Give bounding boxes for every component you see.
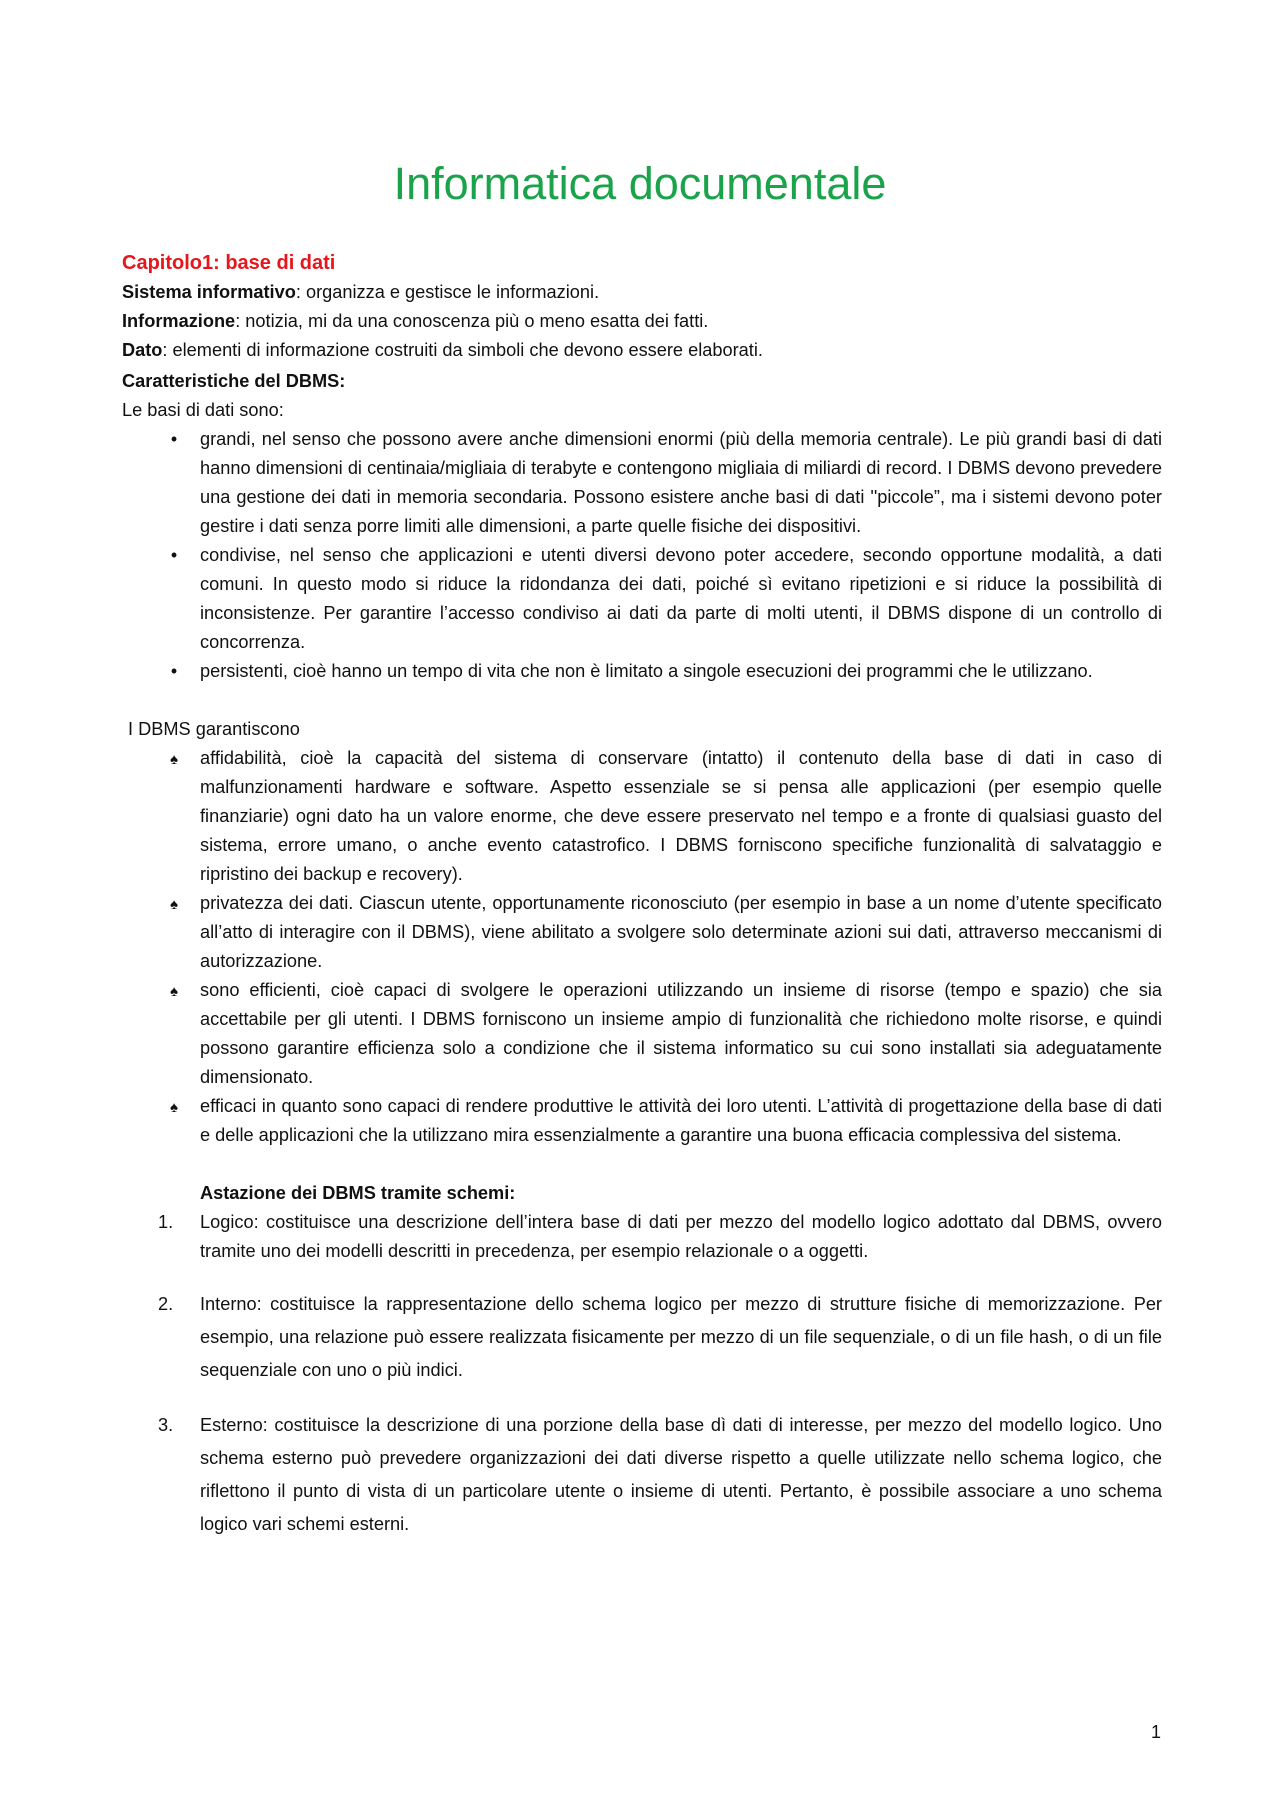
spade-bullet-icon: ♠	[170, 983, 178, 1000]
definition-line	[122, 307, 1162, 336]
list-item	[122, 976, 1162, 1092]
spade-bullet-icon: ♠	[170, 1099, 178, 1116]
list-item	[122, 657, 1162, 686]
definition-text: : organizza e gestisce le informazioni.	[295, 282, 600, 302]
list-item-text: Interno: costituisce la rappresentazione dello schema logico per mezzo di strutture fisiche di memorizzazione. Per esempio, una relazione può essere realizzata fisicamente per mezzo di un file sequenziale, o di un file hash, o di un file sequenziale con uno o più indici.	[200, 1294, 1162, 1380]
definition-text: : elementi di informazione costruiti da simboli che devono essere elaborati.	[162, 340, 763, 360]
list-item-text: Logico: costituisce una descrizione dell’intera base di dati per mezzo del modello logico adottato dal DBMS, ovvero tramite uno dei modelli descritti in precedenza, per esempio relazionale o a oggetti.	[200, 1212, 1162, 1261]
document-body	[122, 248, 1162, 1541]
spacer	[122, 1150, 1162, 1179]
list-item-text: Esterno: costituisce la descrizione di una porzione della base dì dati di interesse, per mezzo del modello logico. Uno schema esterno può prevedere organizzazioni dei dati diverse rispetto a quelle utilizzate nello schema logico, che riflettono il punto di vista di un particolare utente o insieme di utenti. Pertanto, è possibile associare a uno schema logico vari schemi esterni.	[200, 1415, 1162, 1534]
list-item-text: efficaci in quanto sono capaci di rendere produttive le attività dei loro utenti. L’attività di progettazione della base di dati e delle applicazioni che la utilizzano mira essenzialmente a garantire una buona efficacia complessiva del sistema.	[200, 1096, 1162, 1145]
definition-text: : notizia, mi da una conoscenza più o meno esatta dei fatti.	[235, 311, 709, 331]
bullet-icon: •	[170, 545, 178, 565]
spade-bullet-icon: ♠	[170, 896, 178, 913]
list-number: 2.	[158, 1294, 174, 1314]
list-item	[122, 889, 1162, 976]
list-item-text: sono efficienti, cioè capaci di svolgere le operazioni utilizzando un insieme di risorse (tempo e spazio) che sia accettabile per gli utenti. I DBMS forniscono un insieme ampio di funzionalità che richiedono molte risorse, e quindi possono garantire efficienza solo a condizione che il sistema informatico su cui sono installati sia adeguatamente dimensionato.	[200, 980, 1162, 1087]
bullet-icon: •	[170, 661, 178, 681]
definition-term: Informazione	[122, 311, 236, 331]
schemi-heading: Astazione dei DBMS tramite schemi:	[200, 1183, 516, 1203]
list-item	[122, 744, 1162, 889]
list-item	[122, 1288, 1162, 1387]
spade-list	[122, 744, 1162, 1150]
list-item-text: affidabilità, cioè la capacità del sistema di conservare (intatto) il contenuto della base di dati in caso di malfunzionamenti hardware e software. Aspetto essenziale se si pensa alle applicazioni (per esempio quelle finanziarie) ogni dato ha un valore enorme, che deve essere preservato nel tempo e a fronte di qualsiasi guasto del sistema, errore umano, o anche evento catastrofico. I DBMS forniscono specifiche funzionalità di salvataggio e ripristino dei backup e recovery).	[200, 748, 1162, 884]
section-heading: Caratteristiche del DBMS:	[122, 371, 346, 391]
list-item-text: grandi, nel senso che possono avere anche dimensioni enormi (più della memoria centrale). Le più grandi basi di dati hanno dimensioni di centinaia/migliaia di terabyte e contengono migliaia di miliardi di record. I DBMS devono prevedere una gestione dei dati in memoria secondaria. Possono esistere anche basi di dati ''piccole”, ma i sistemi devono poter gestire i dati senza porre limiti alle dimensioni, a parte quelle fisiche dei dispositivi.	[200, 429, 1162, 536]
bullet-list	[122, 425, 1162, 686]
list-item	[122, 1208, 1162, 1266]
list-number: 1.	[158, 1212, 174, 1232]
list-item	[122, 425, 1162, 541]
list-item	[122, 541, 1162, 657]
list-number: 3.	[158, 1415, 174, 1435]
list-item	[122, 1409, 1162, 1541]
definition-term: Sistema informativo	[122, 282, 296, 302]
list-item	[122, 1092, 1162, 1150]
chapter-heading: Capitolo1: base di dati	[122, 252, 336, 274]
definition-line	[122, 336, 1162, 365]
page-number: 1	[1150, 1722, 1161, 1742]
definition-term: Dato	[122, 340, 163, 360]
numbered-list	[122, 1208, 1162, 1541]
section-intro: I DBMS garantiscono	[128, 719, 300, 739]
bullet-icon: •	[170, 429, 178, 449]
spacer	[122, 686, 1162, 715]
list-item-text: persistenti, cioè hanno un tempo di vita che non è limitato a singole esecuzioni dei programmi che le utilizzano.	[200, 661, 1093, 681]
list-item-text: privatezza dei dati. Ciascun utente, opportunamente riconosciuto (per esempio in base a un nome d’utente specificato all’atto di interagire con il DBMS), viene abilitato a svolgere solo determinate azioni sui dati, attraverso meccanismi di autorizzazione.	[200, 893, 1162, 971]
list-item-text: condivise, nel senso che applicazioni e utenti diversi devono poter accedere, secondo opportune modalità, a dati comuni. In questo modo si riduce la ridondanza dei dati, poiché sì evitano ripetizioni e si riduce la possibilità di inconsistenze. Per garantire l’accesso condiviso ai dati da parte di molti utenti, il DBMS dispone di un controllo di concorrenza.	[200, 545, 1162, 652]
spade-bullet-icon: ♠	[170, 751, 178, 768]
definition-line	[122, 278, 1162, 307]
document-title: Informatica documentale	[393, 158, 887, 209]
section-intro: Le basi di dati sono:	[122, 400, 284, 420]
